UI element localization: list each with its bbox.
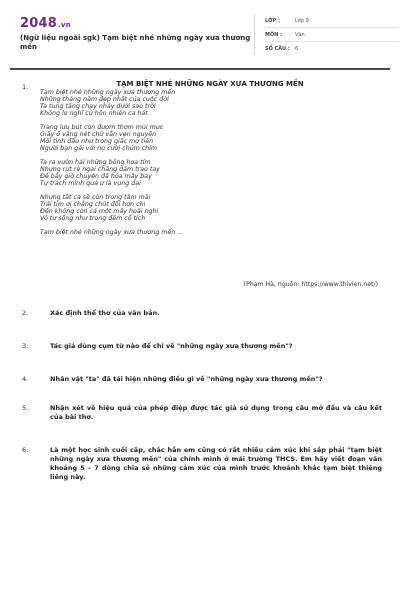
poem-line: Vô tư sống như trong đêm cổ tích [40, 215, 146, 222]
meta-row-subject [265, 28, 399, 42]
meta-value-subject: Văn [295, 31, 305, 38]
meta-row-question-count [265, 42, 399, 55]
question-2 [22, 309, 382, 318]
question-text: Nhân vật "ta" đã tái hiện những điều gì về "những ngày xưa thương mến"? [50, 375, 323, 383]
poem-closing-line: Tạm biệt nhé những ngày xưa thương mến ... [40, 229, 184, 236]
poem-stanza [40, 194, 360, 222]
question-text: Xác định thể thơ của văn bản. [50, 309, 160, 317]
question-6 [22, 446, 382, 482]
poem-line: Trái tim ơi chẳng chút đổi hơn chi [40, 201, 146, 208]
poem-line: Nhưng rụt rè ngại chẳng dám trao tay [40, 166, 160, 173]
logo-tld-text: .vn [57, 21, 71, 29]
question-number: 3. [22, 342, 29, 350]
poem-line: Để bây giờ chuyện đã hóa mây bay [40, 173, 152, 180]
poem-line: Ta tung tăng chạy nhảy dưới sao trời [40, 103, 156, 110]
poem-line: Đến không còn cả một mây hoài nghi [40, 208, 159, 215]
header-divider [10, 68, 390, 70]
question-5 [22, 404, 382, 422]
meta-label-question-count: SỐ CÂU : [265, 45, 290, 52]
poem-line: Những tháng năm đẹp nhất của cuộc đời [40, 96, 169, 103]
question-text: Là một học sinh cuối cấp, chắc hẳn em cũng có rất nhiều cảm xúc khi sắp phải "tạm biệt những ngày xưa thương mến" của chính mình ở mái trường THCS. Em hãy viết đoạn văn khoảng 5 – 7 dòng chia sẻ những cảm xúc của mình trước khoảnh khắc tạm biệt thiêng liêng này. [50, 446, 382, 481]
poem-line: Tự trách mình quá ư là vụng dại [40, 180, 141, 187]
poem-line: Tạm biệt nhé những ngày xưa thương mến [40, 89, 176, 96]
question-text: Nhận xét về hiệu quả của phép điệp được tác giả sử dụng trong câu mở đầu và câu kết của bài thơ. [50, 404, 382, 421]
poem-line: Mối tình đầu như trong giấc mơ tiên [40, 138, 154, 145]
poem-line: Nhưng tất cả sẽ còn trong tâm mãi [40, 194, 151, 201]
question-number: 2. [22, 309, 29, 317]
poem-stanza [40, 89, 360, 117]
meta-label-grade: LỚP : [265, 17, 280, 24]
worksheet-header [12, 12, 388, 58]
poem-source: (Phạm Hà, nguồn: https://www.thivien.net/) [243, 281, 378, 288]
meta-label-subject: MÔN : [265, 31, 283, 38]
meta-row-grade [265, 14, 399, 28]
logo-main-text: 2048 [20, 16, 57, 31]
document-title: (Ngữ liệu ngoài sgk) Tạm biệt nhé những ngày xưa thương mến [20, 34, 251, 51]
poem-stanza [40, 159, 360, 187]
poem-title: TẠM BIỆT NHÉ NHỮNG NGÀY XƯA THƯƠNG MẾN [116, 80, 304, 88]
question-number-1: 1. [22, 83, 29, 91]
question-number: 6. [22, 446, 29, 454]
poem-line: Người bạn gái với nụ cười chúm chím [40, 145, 158, 152]
question-3 [22, 342, 382, 351]
question-number: 5. [22, 404, 29, 412]
question-4 [22, 375, 382, 384]
meta-value-grade: Lớp 9 [295, 17, 309, 24]
meta-info-panel [254, 14, 399, 55]
poem-body [40, 89, 360, 236]
meta-value-question-count: 6 [295, 45, 299, 52]
poem-line: Không lo nghĩ cứ hồn nhiên ca hát [40, 110, 148, 117]
poem-line: Ta ra vườn hái những bông hoa tím [40, 159, 151, 166]
poem-line: Giấy ố vàng nét chữ vẫn vẹn nguyên [40, 131, 157, 138]
site-logo[interactable] [20, 16, 71, 31]
question-number: 4. [22, 375, 29, 383]
poem-line: Trang lưu bút còn đượm thơm mùi mực [40, 124, 164, 131]
question-text: Tác giả dùng cụm từ nào để chỉ về "những ngày xưa thương mến"? [50, 342, 293, 350]
poem-stanza [40, 124, 360, 152]
